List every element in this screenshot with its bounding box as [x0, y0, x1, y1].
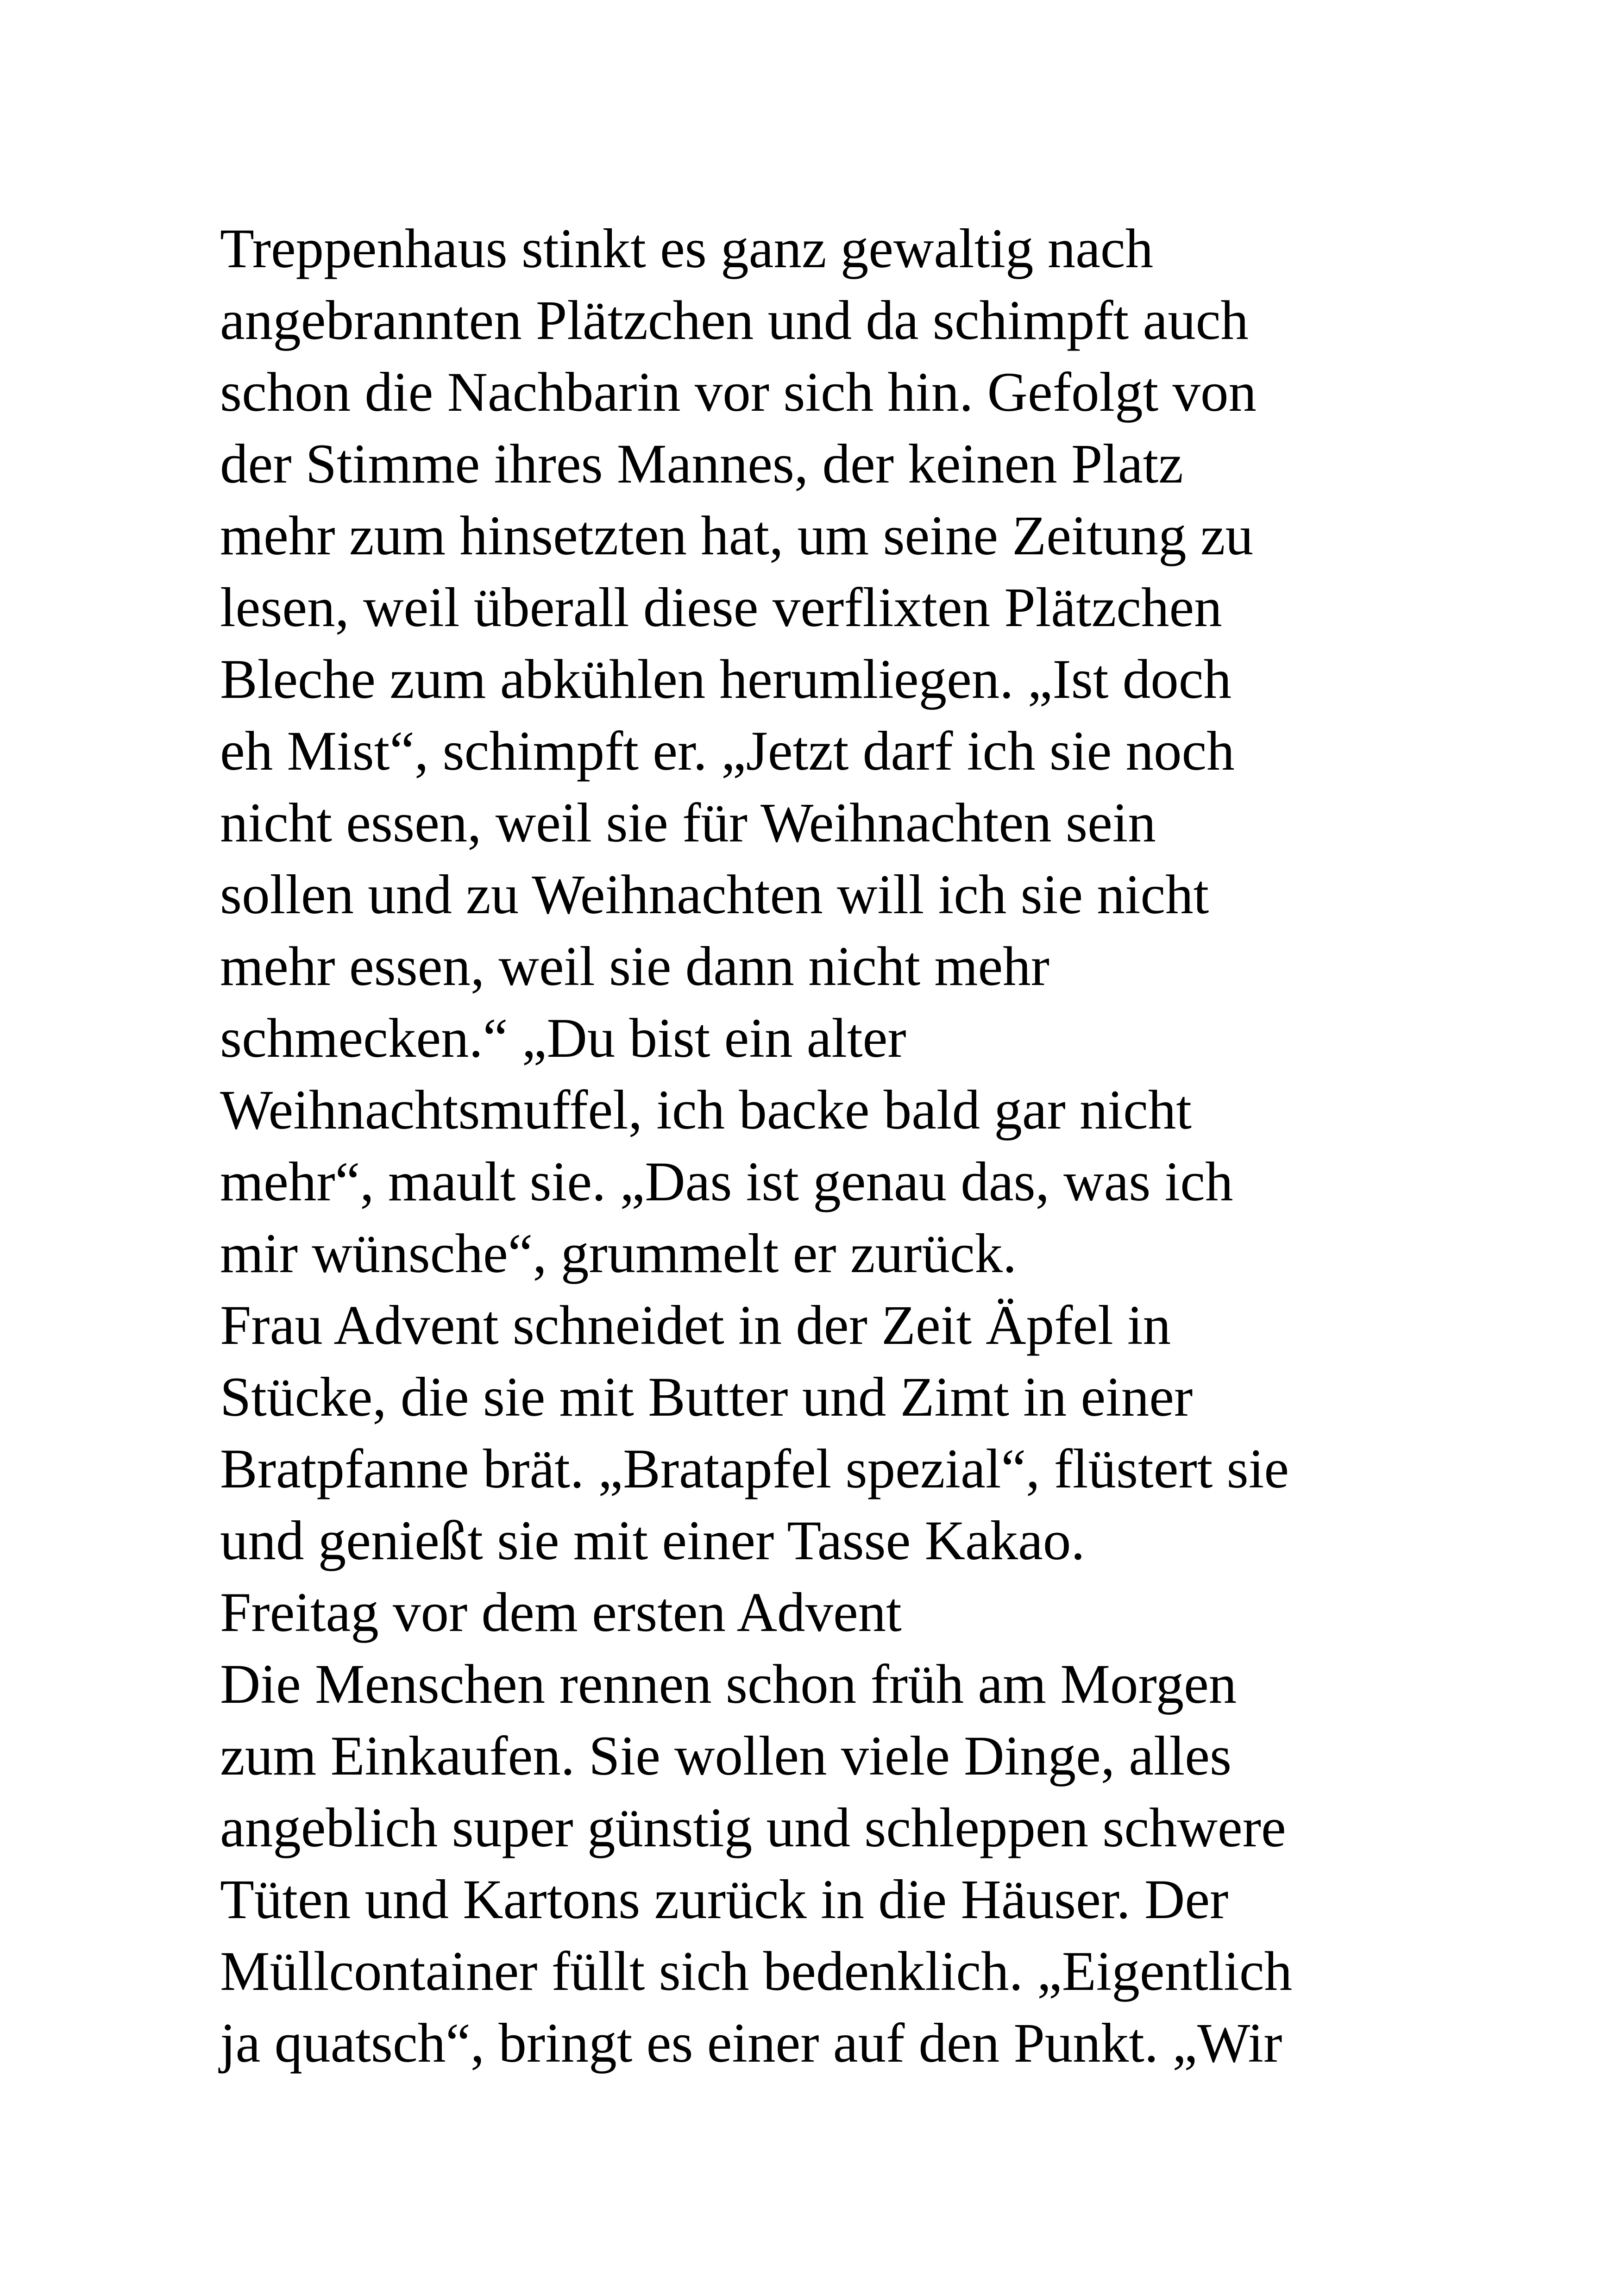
text-line: Weihnachtsmuffel, ich backe bald gar nicht: [220, 1079, 1192, 1141]
text-line: Bleche zum abkühlen herumliegen. „Ist doch: [220, 648, 1231, 710]
text-line: Bratpfanne brät. „Bratapfel spezial“, flüstert sie: [220, 1438, 1289, 1500]
text-line: mir wünsche“, grummelt er zurück.: [220, 1223, 1017, 1285]
text-line: schmecken.“ „Du bist ein alter: [220, 1007, 906, 1069]
text-line: schon die Nachbarin vor sich hin. Gefolgt von: [220, 361, 1257, 423]
section-heading: Freitag vor dem ersten Advent: [220, 1581, 902, 1644]
text-line: der Stimme ihres Mannes, der keinen Platz: [220, 433, 1183, 495]
text-line: und genießt sie mit einer Tasse Kakao.: [220, 1510, 1085, 1572]
text-line: angebrannten Plätzchen und da schimpft auch: [220, 289, 1249, 351]
text-line: Treppenhaus stinkt es ganz gewaltig nach: [220, 218, 1154, 280]
text-line: Stücke, die sie mit Butter und Zimt in einer: [220, 1366, 1193, 1428]
text-line: lesen, weil überall diese verflixten Plätzchen: [220, 577, 1222, 639]
text-line: zum Einkaufen. Sie wollen viele Dinge, alles: [220, 1725, 1232, 1787]
text-line: ja quatsch“, bringt es einer auf den Punkt. „Wir: [220, 2012, 1282, 2074]
text-line: mehr zum hinsetzten hat, um seine Zeitung zu: [220, 505, 1254, 567]
text-line: Die Menschen rennen schon früh am Morgen: [220, 1653, 1237, 1715]
text-line: angeblich super günstig und schleppen schwere: [220, 1797, 1286, 1859]
text-line: nicht essen, weil sie für Weihnachten sein: [220, 792, 1156, 854]
text-line: Tüten und Kartons zurück in die Häuser. Der: [220, 1869, 1229, 1931]
text-line: eh Mist“, schimpft er. „Jetzt darf ich sie noch: [220, 720, 1235, 782]
text-line: Frau Advent schneidet in der Zeit Äpfel in: [220, 1294, 1171, 1356]
body-text: [220, 213, 1470, 2079]
text-line: Müllcontainer füllt sich bedenklich. „Eigentlich: [220, 1940, 1293, 2002]
text-line: mehr“, mault sie. „Das ist genau das, was ich: [220, 1151, 1233, 1213]
text-line: sollen und zu Weihnachten will ich sie nicht: [220, 864, 1209, 926]
text-line: mehr essen, weil sie dann nicht mehr: [220, 935, 1049, 997]
